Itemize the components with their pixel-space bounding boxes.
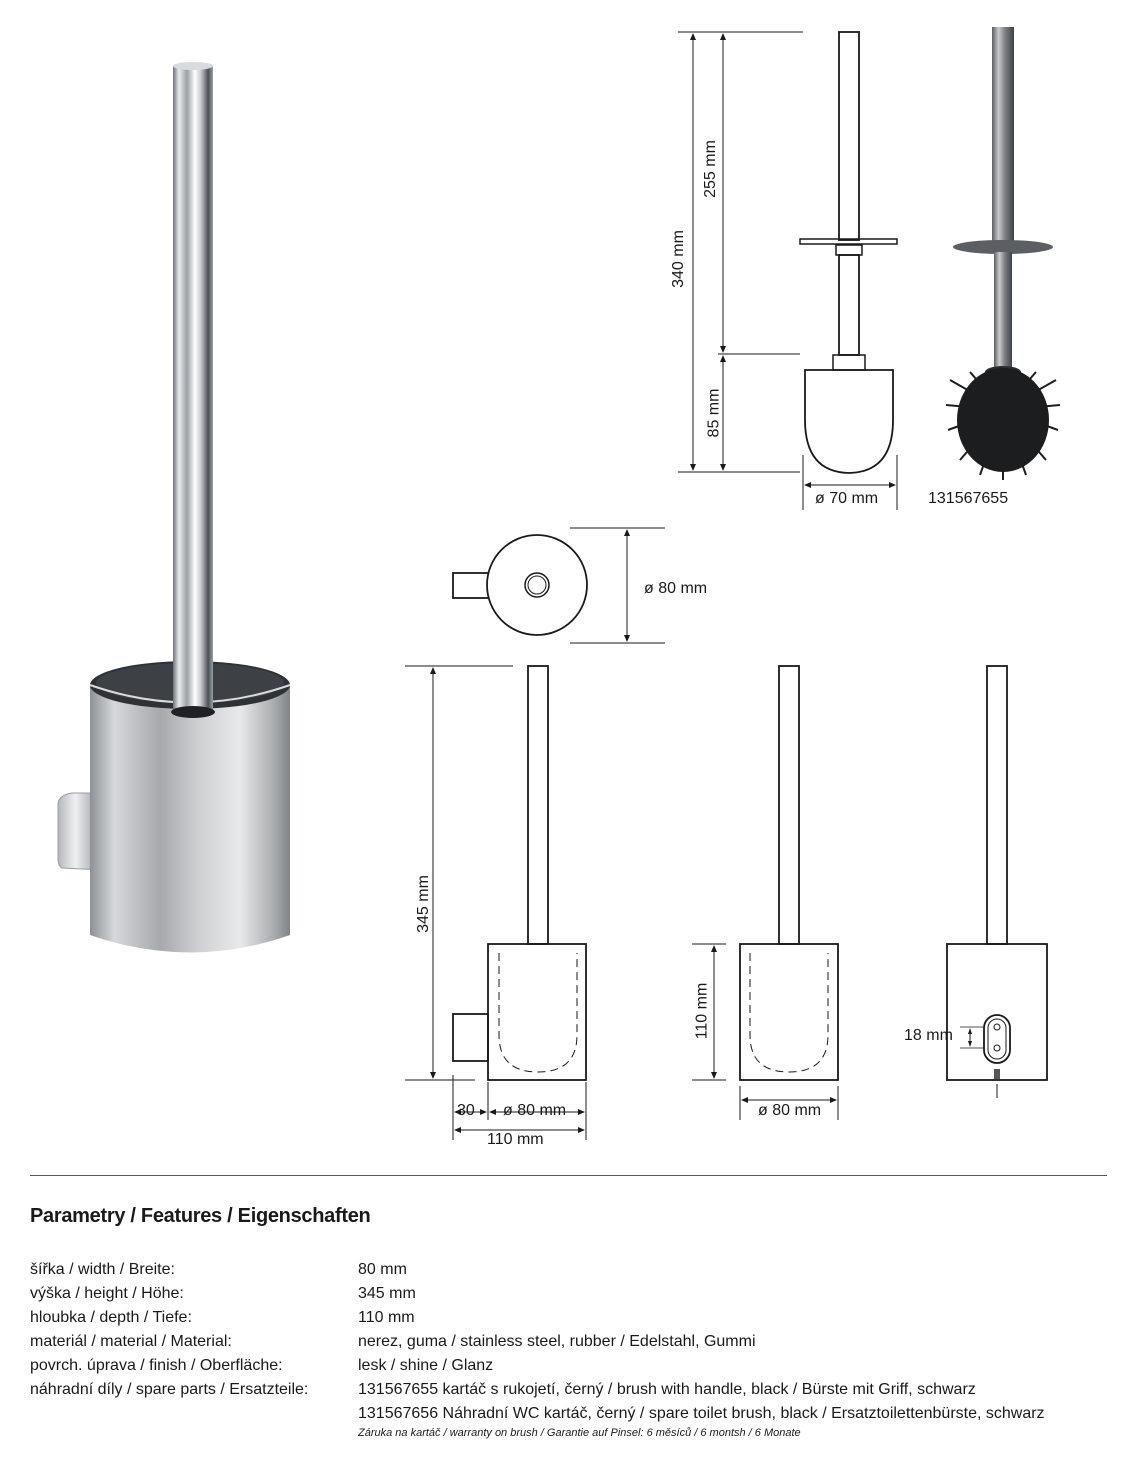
spare-brush-code: 131567655 — [928, 490, 1009, 507]
feature-label: povrch. úprava / finish / Oberfläche: — [30, 1357, 283, 1374]
feature-row-material — [30, 1330, 1045, 1354]
feature-value: nerez, guma / stainless steel, rubber / Edelstahl, Gummi — [358, 1333, 756, 1350]
feature-label — [30, 1402, 358, 1426]
feature-label: výška / height / Höhe: — [30, 1285, 184, 1302]
front-view-height-label: 110 mm — [693, 982, 711, 1040]
feature-value: 131567655 kartáč s rukojetí, černý / brush with handle, black / Bürste mit Griff, schwarz — [358, 1381, 976, 1398]
feature-label: hloubka / depth / Tiefe: — [30, 1309, 192, 1326]
section-divider — [30, 1175, 1107, 1176]
feature-label: šířka / width / Breite: — [30, 1261, 175, 1278]
feature-row-width — [30, 1258, 1045, 1282]
side-view-depth-label: 110 mm — [487, 1131, 544, 1148]
feature-value: 131567656 Náhradní WC kartáč, černý / spare toilet brush, black / Ersatztoilettenbürste, schwarz — [358, 1405, 1045, 1422]
back-view-drawing — [890, 650, 1070, 1110]
feature-value: 110 mm — [358, 1309, 415, 1326]
side-view-diameter-label: ø 80 mm — [503, 1102, 567, 1119]
spare-brush-photo — [928, 20, 1060, 520]
feature-row-finish — [30, 1354, 1045, 1378]
back-view-hole-spacing-label: 18 mm — [904, 1027, 953, 1044]
product-photo — [40, 60, 320, 1020]
side-view-bracket-label: 30 — [457, 1102, 475, 1119]
dim-total-label: 340 mm — [669, 230, 687, 288]
feature-row-spare-parts — [30, 1378, 1045, 1402]
dim-lower-label: 85 mm — [705, 388, 723, 438]
dim-upper-label: 255 mm — [701, 140, 719, 198]
feature-label: náhradní díly / spare parts / Ersatzteile: — [30, 1381, 309, 1398]
top-view-diameter-label: ø 80 mm — [644, 580, 708, 597]
features-table — [30, 1258, 1045, 1440]
feature-value: 80 mm — [358, 1261, 407, 1278]
features-title: Parametry / Features / Eigenschaften — [30, 1205, 371, 1227]
front-view-diameter-label: ø 80 mm — [758, 1102, 822, 1119]
feature-value: lesk / shine / Glanz — [358, 1357, 494, 1374]
side-view-height-label: 345 mm — [414, 875, 432, 933]
feature-value: 345 mm — [358, 1285, 416, 1302]
side-view-drawing — [395, 650, 605, 1160]
top-view-drawing — [400, 510, 740, 660]
feature-row-spare-parts-2 — [30, 1402, 1045, 1426]
warranty-note: Záruka na kartáč / warranty on brush / Garantie auf Pinsel: 6 měsíců / 6 montsh / 6 Monate — [358, 1427, 801, 1439]
dim-head-diameter-label: ø 70 mm — [815, 490, 879, 507]
feature-row-height — [30, 1282, 1045, 1306]
front-view-drawing — [680, 650, 860, 1130]
brush-dimension-drawing — [660, 20, 910, 520]
feature-row-depth — [30, 1306, 1045, 1330]
feature-label: materiál / material / Material: — [30, 1333, 232, 1350]
